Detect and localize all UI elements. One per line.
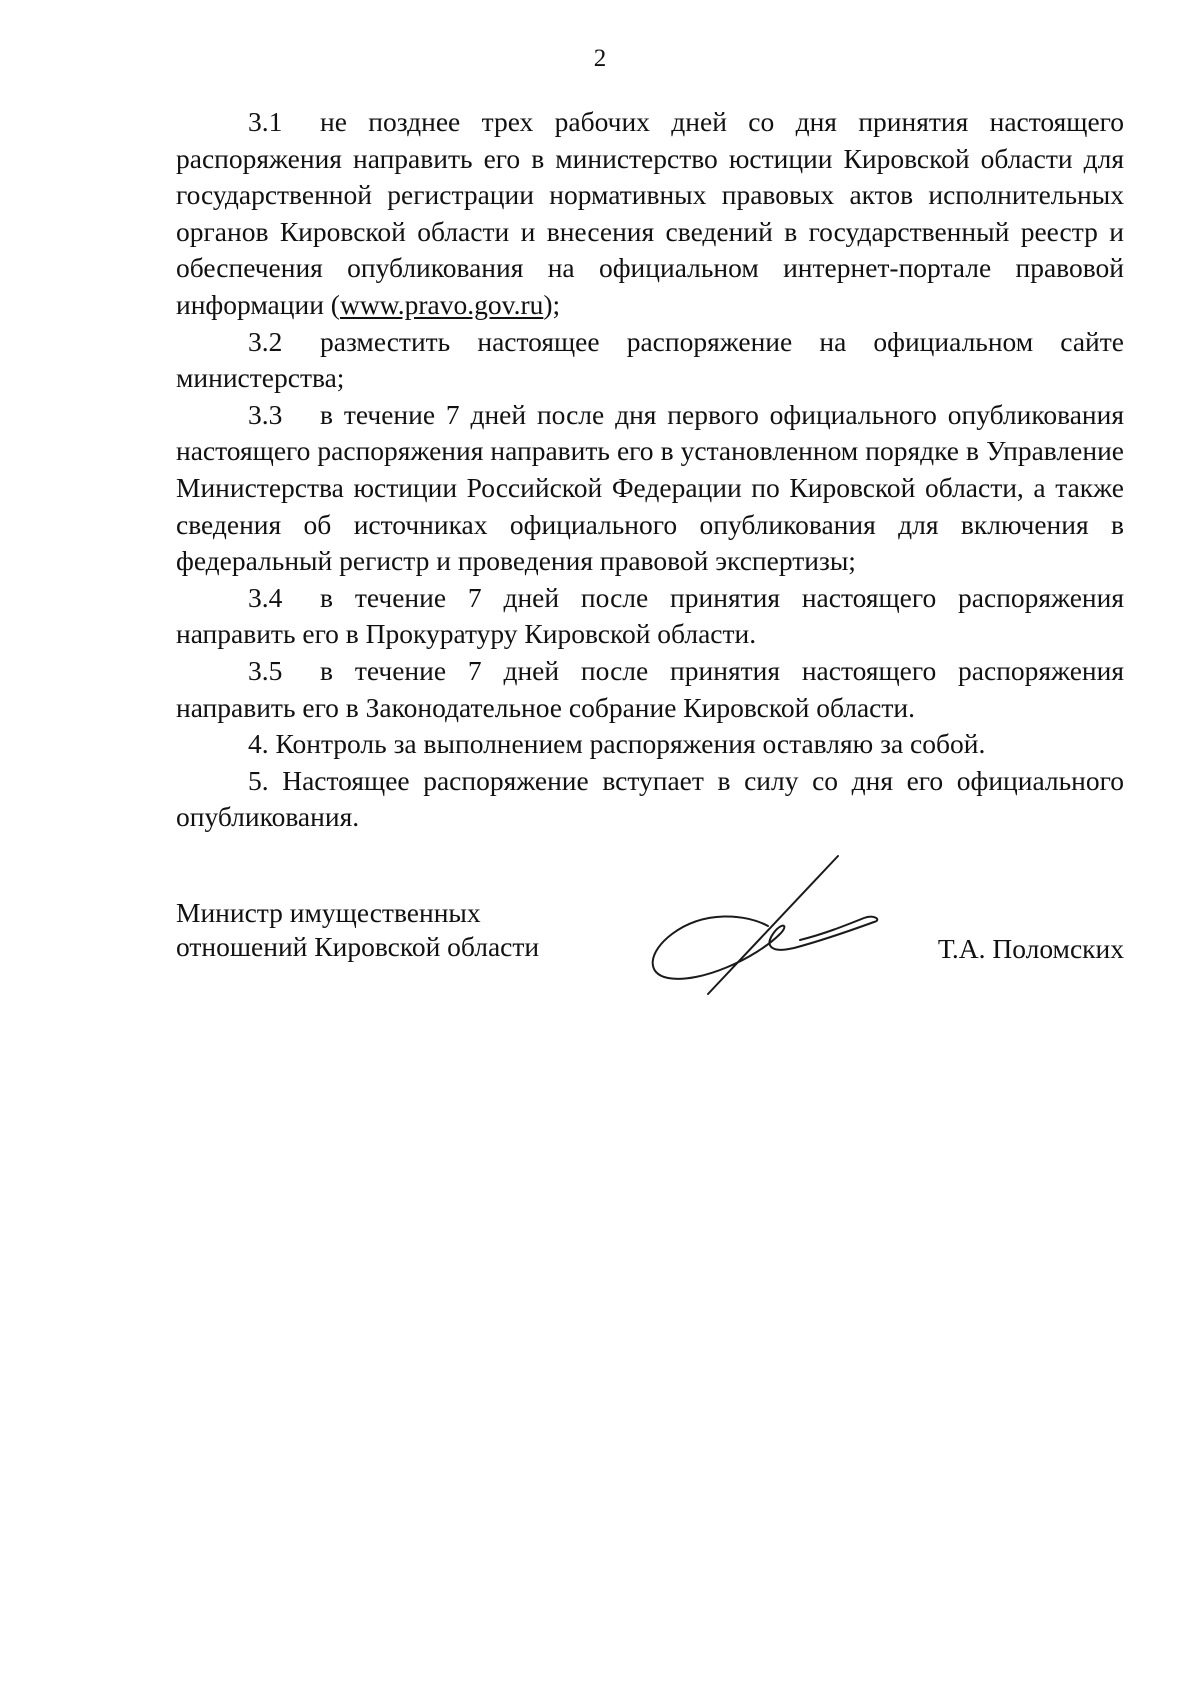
paragraph-4: 4. Контроль за выполнением распоряжения оставляю за собой. [248, 728, 986, 760]
item-number: 3.5 [248, 654, 283, 686]
item-number: 3.4 [248, 581, 283, 613]
paragraph-text: в течение 7 дней после принятия настоящего распоряжения направить его в Законодательное собрание Кировской области. [176, 654, 1124, 723]
paragraph-3-1 [176, 104, 1124, 324]
paragraph-text: разместить настоящее распоряжение на официальном сайте министерства; [176, 325, 1124, 394]
signer-title-line-2: отношений Кировской области [176, 931, 540, 962]
paragraph-tail: ); [543, 288, 561, 320]
page-number: 2 [593, 45, 607, 72]
item-number: 3.1 [248, 106, 283, 137]
item-number: 3.2 [248, 325, 283, 357]
paragraph-text: в течение 7 дней после принятия настоящего распоряжения направить его в Прокуратуру Кировской области. [176, 581, 1124, 650]
paragraph-3-5 [176, 653, 1124, 726]
item-number: 3.3 [248, 398, 283, 430]
handwritten-signature [638, 848, 898, 998]
pravo-portal-link[interactable]: www.pravo.gov.ru [339, 288, 544, 320]
document-body [176, 104, 1124, 836]
paragraph-text: в течение 7 дней после дня первого официального опубликования настоящего распоряжения направить его в установленном порядке в Управление Министерства юстиции Российской Федерации по Кировской области, а также сведения об источниках официального опубликования для включения в федеральный регистр и проведения правовой экспертизы; [176, 398, 1124, 577]
signer-title [176, 896, 539, 964]
paragraph-3-3 [176, 397, 1124, 580]
signer-title-line-1: Министр имущественных [176, 897, 481, 928]
paragraph-3-4 [176, 580, 1124, 653]
signer-name: Т.А. Поломских [937, 933, 1124, 964]
signature-block [176, 896, 1124, 1016]
paragraph-3-2 [176, 324, 1124, 397]
paragraph-text: не позднее трех рабочих дней со дня принятия настоящего распоряжения направить его в министерство юстиции Кировской области для государственной регистрации нормативных правовых актов исполнительных органов Кировской области и внесения сведений в государственный реестр и обеспечения опубликования на официальном интернет-портале правовой информации ( [176, 106, 1124, 320]
paragraph-5: 5. Настоящее распоряжение вступает в силу со дня его официального опубликования. [176, 764, 1124, 833]
